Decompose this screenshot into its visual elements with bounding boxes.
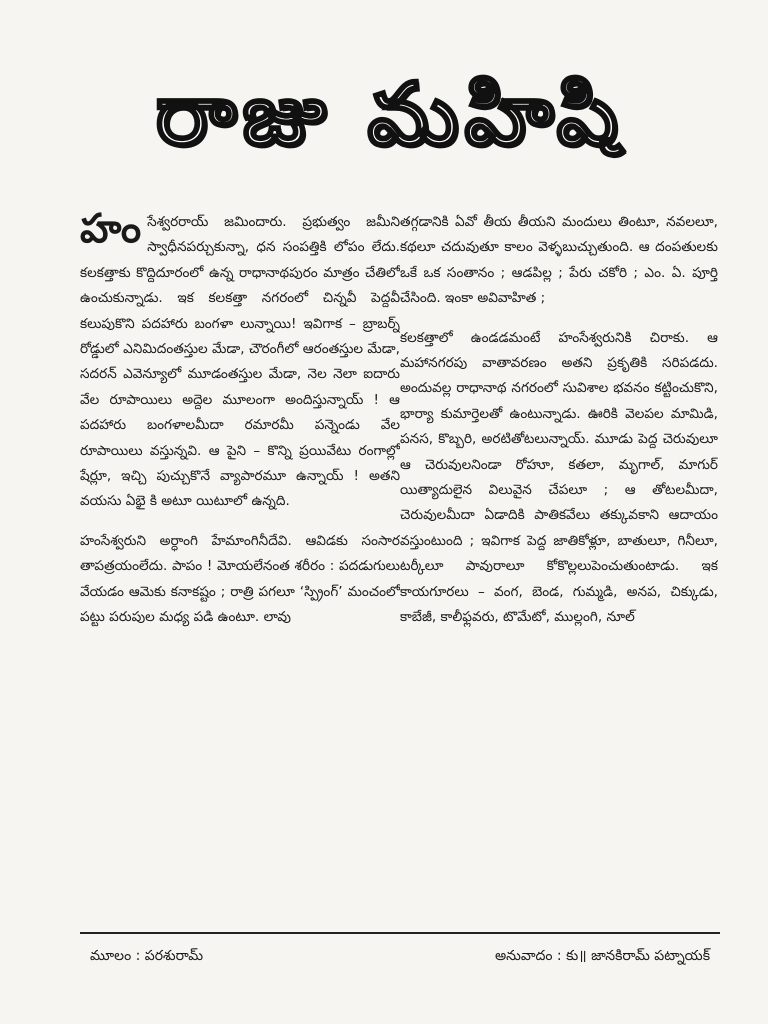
translation-credit: అనువాదం : కు॥ జానకిరామ్ పట్నాయక్	[494, 948, 710, 964]
paragraph-2: హంసేశ్వరుని అర్ధాంగి హేమాంగినీదేవి. ఆవిడకు సంసార తాపత్రయంలేదు. పాపం ! మోయలేనంత శరీరం : పదడుగులు వేయడం ఆమెకు కనాకష్టం ; రాత్రి పగలూ ‘స్ప్రింగ్’ మంచంలో పట్టు పరుపుల మధ్య పడి ఉంటూ. లావు	[80, 532, 400, 626]
right-column	[400, 210, 718, 925]
paragraph-1	[80, 210, 400, 515]
footer-divider	[80, 932, 720, 934]
source-credit: మూలం : పరశురామ్	[90, 948, 204, 964]
paragraph-3: తగ్గడానికి ఏవో తీయ తీయని మందులు తింటూ, నవలలూ, కథలూ చదువుతూ కాలం వెళ్ళబుచ్చుతుంది. ఆ దంపతులకు ఒకే ఒక సంతానం ; ఆడపిల్ల ; పేరు చకోరి ; ఎం. ఏ. పూర్తి చేసింది. ఇంకా అవివాహిత ;	[400, 214, 718, 307]
paragraph-4: కలకత్తాలో ఉండడమంటే హంసేశ్వరునికి చిరాకు. ఆ మహానగరపు వాతావరణం అతని ప్రకృతికి సరిపడదు. అందువల్ల రాధానాథ నగరంలో సువిశాల భవనం కట్టించుకొని, భార్యా కుమార్తెలతో ఉంటున్నాడు. ఊరికి వెలపల మామిడి, పనస, కొబ్బరి, అరటితోటలున్నాయ్. మూడు పెద్ద చెరువులూ ఆ చెరువులనిండా రోహూ, కతలా, మృగాల్, మాగుర్ యిత్యాదులైన విలువైన చేపలూ ; ఆ తోటలమీదా, చెరువులమీదా ఏడాదికి పాతికవేలు తక్కువకాని ఆదాయం వస్తుంటుంది ; ఇవిగాక పెద్ద జాతికోళ్లూ, బాతులూ, గినీలూ, టర్కీలూ పావురాలూ కోకొల్లలుపెంచుతుంటాడు. ఇక కాయగూరలు – వంగ, బెండ, గుమ్మడి, అనప, చిక్కుడు, కాబేజీ, కాలీఫ్లవరు, టొమేటో, ముల్లంగి, నూల్	[400, 329, 718, 626]
story-title: రాజు మహిషి	[155, 64, 625, 165]
story-title-banner	[70, 50, 710, 200]
left-column	[80, 210, 400, 925]
paragraph-1-text: సేశ్వరరాయ్ జమిందారు. ప్రభుత్వం జమీని స్వాధీనపర్చుకున్నా, ధన సంపత్తికి లోపం లేదు. కలకత్తాకు కొద్దిదూరంలో ఉన్న రాధానాథపురం మాత్రం చేతిలో ఉంచుకున్నాడు. ఇక కలకత్తా నగరంలో చిన్నవీ పెద్దవీ కలుపుకొని పదహారు బంగళా లున్నాయి! ఇవిగాక – బ్రాబర్న్ రోడ్డులో ఎనిమిదంతస్తుల మేడా, చౌరంగీలో ఆరంతస్తుల మేడా, సదరన్ ఎవెన్యూలో మూడంతస్తుల మేడా, నెల నెలా ఐదారు వేల రూపాయిలు అద్దెల మూలంగా అందిస్తున్నాయ్ ! ఆ పదహారు బంగళాలమీదా రమారమీ పన్నెండు వేల రూపాయిలు వస్తున్నవి. ఆ పైని – కొన్ని ప్రయివేటు రంగాల్లో షేర్లూ, ఇచ్చి పుచ్చుకొనే వ్యాపారమూ ఉన్నాయ్ ! అతని వయసు ఏభై కి అటూ యిటూలో ఉన్నది.	[80, 214, 400, 510]
credits-footer	[80, 942, 720, 970]
dropcap: హం	[80, 210, 142, 252]
